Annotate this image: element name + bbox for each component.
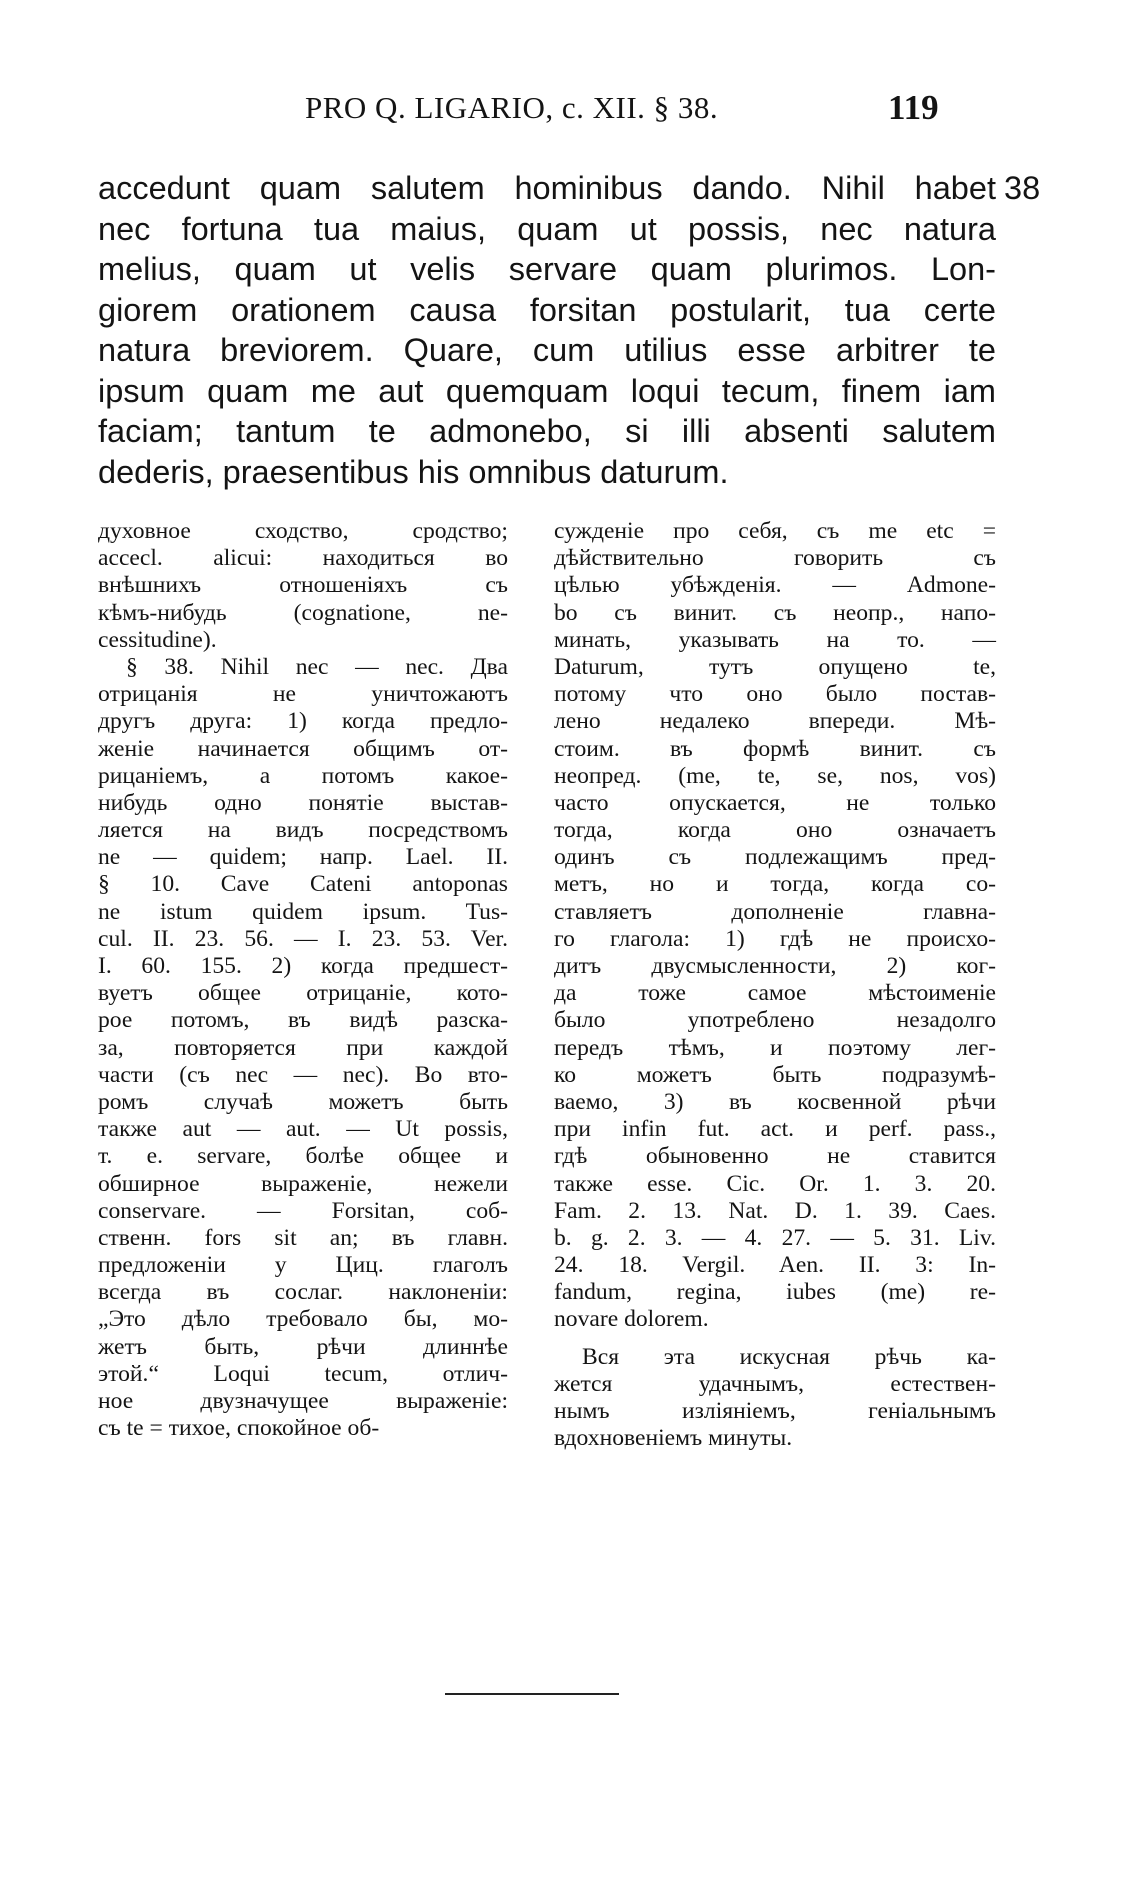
commentary-line: тогда, когда оно означаетъ [554,817,996,844]
commentary-line: ное двузначущее выраженіе: [98,1388,508,1414]
commentary-left-column [98,518,508,1442]
commentary-line: ставляетъ дополненіе главна- [554,898,996,925]
commentary-line: часто опускается, не только [554,789,996,816]
commentary-line: да тоже самое мѣстоименіе [554,980,996,1007]
commentary-line: ваемо, 3) въ косвенной рѣчи [554,1088,996,1115]
latin-text [98,168,996,492]
commentary-line: fandum, regina, iubes (me) re- [554,1279,996,1306]
end-rule [445,1693,619,1695]
commentary-line: cessitudine). [98,626,217,653]
commentary-line: Fam. 2. 13. Nat. D. 1. 39. Caes. [554,1197,996,1224]
commentary-line: неопред. (me, te, se, nos, vos) [554,762,996,789]
commentary-line: ляется на видъ посредствомъ [98,817,508,844]
commentary-line: также esse. Cic. Or. 1. 3. 20. [554,1170,996,1197]
running-title: PRO Q. LIGARIO, c. XII. § 38. [305,90,719,125]
commentary-line: вдохновеніемъ минуты. [554,1425,793,1452]
commentary-line: рицаніемъ, а потомъ какое- [98,762,508,789]
commentary-line: за, повторяется при каждой [98,1034,508,1061]
commentary-line: ромъ случаѣ можетъ быть [98,1088,508,1115]
commentary-line: I. 60. 155. 2) когда предшест- [98,953,508,979]
commentary-line: accecl. alicui: находиться во [98,545,508,572]
commentary-line: 24. 18. Vergil. Aen. II. 3: In- [554,1252,996,1279]
commentary-line: другъ друга: 1) когда предло- [98,708,508,735]
commentary-line: этой.“ Loqui tecum, отлич- [98,1360,508,1387]
commentary-line: кѣмъ-нибудь (cognatione, ne- [98,599,508,626]
commentary-line: обширное выраженіе, нежели [98,1170,508,1197]
latin-line: nec fortuna tua maius, quam ut possis, nec natura [98,210,996,247]
running-head [0,88,1140,138]
commentary-line: нымъ изліяніемъ, геніальнымъ [554,1398,996,1424]
commentary-line: bo съ винит. съ неопр., напо- [554,599,996,626]
commentary-line: отрицанія не уничтожаютъ [98,681,508,708]
commentary-right-column [554,518,996,1452]
commentary-line: минать, указывать на то. — [554,626,996,653]
latin-line: giorem orationem causa forsitan postularit, tua certe [98,291,996,328]
latin-line: melius, quam ut velis servare quam plurimos. Lon- [98,251,996,287]
latin-line: dederis, praesentibus his omnibus daturum. [98,453,729,490]
commentary-line: предложеніи у Циц. глаголъ [98,1252,508,1279]
commentary-line: стоим. въ формѣ винит. съ [554,735,996,762]
commentary-line: cul. II. 23. 56. — I. 23. 53. Ver. [98,925,508,952]
commentary-line: потому что оно было постав- [554,681,996,708]
commentary-line: гдѣ обыновенно не ставится [554,1143,996,1170]
commentary-line: части (съ nec — nec). Во вто- [98,1061,508,1088]
commentary-line: дитъ двусмысленности, 2) ког- [554,953,996,979]
commentary-line: ко можетъ быть подразумѣ- [554,1061,996,1088]
commentary-line: „Это дѣло требовало бы, мо- [98,1306,508,1333]
commentary-line: метъ, но и тогда, когда со- [554,871,996,898]
commentary-line: Вся эта искусная рѣчь ка- [582,1343,996,1370]
latin-line: faciam; tantum te admonebo, si illi absenti salutem [98,413,996,449]
commentary-line: было употреблено незадолго [554,1007,996,1034]
commentary-line: novare dolorem. [554,1306,709,1333]
commentary-line: духовное сходство, сродство; [98,518,508,544]
latin-line: natura breviorem. Quare, cum utilius esse arbitrer te [98,332,996,368]
commentary-line: также aut — aut. — Ut possis, [98,1116,508,1143]
commentary-line: го глагола: 1) гдѣ не происхо- [554,925,996,952]
commentary-line: жется удачнымъ, естествен- [554,1370,996,1397]
commentary-line: § 38. Nihil nec — nec. Два [126,653,508,680]
commentary-line: т. е. servare, болѣе общее и [98,1143,508,1170]
commentary-line: жетъ быть, рѣчи длиннѣе [98,1333,508,1360]
commentary-line: передъ тѣмъ, и поэтому лег- [554,1034,996,1061]
commentary-line: conservare. — Forsitan, соб- [98,1197,508,1224]
commentary-line: ne — quidem; напр. Lael. II. [98,844,508,871]
commentary-line: ственн. fors sit an; въ главн. [98,1224,508,1251]
commentary-line: Daturum, тутъ опущено te, [554,653,996,680]
page-number: 119 [888,88,939,127]
commentary-line: женіе начинается общимъ от- [98,735,508,762]
commentary-line: сужденіе про себя, съ me etc = [554,518,996,544]
commentary-line: b. g. 2. 3. — 4. 27. — 5. 31. Liv. [554,1224,996,1251]
commentary-line: ne istum quidem ipsum. Tus- [98,898,508,925]
commentary-line: одинъ съ подлежащимъ пред- [554,844,996,871]
commentary-line: дѣйствительно говорить съ [554,545,996,572]
commentary-line: цѣлью убѣжденія. — Admone- [554,572,996,599]
commentary-line: при infin fut. act. и perf. pass., [554,1116,996,1143]
commentary-line: лено недалеко впереди. Мѣ- [554,708,996,735]
commentary-line: рое потомъ, въ видѣ разска- [98,1007,508,1034]
commentary-line: внѣшнихъ отношеніяхъ съ [98,572,508,599]
latin-line: ipsum quam me aut quemquam loqui tecum, finem iam [98,372,996,409]
commentary-line: съ te = тихое, спокойное об- [98,1415,380,1442]
section-margin-number: 38 [1004,170,1041,206]
commentary-line: всегда въ сослаг. наклоненіи: [98,1279,508,1306]
commentary-line: § 10. Cave Cateni antoponas [98,871,508,898]
commentary-line: вуетъ общее отрицаніе, кото- [98,980,508,1007]
latin-line: accedunt quam salutem hominibus dando. Nihil habet [98,170,996,206]
commentary-line: нибудь одно понятіе выстав- [98,789,508,816]
paragraph-gap [554,1334,996,1344]
